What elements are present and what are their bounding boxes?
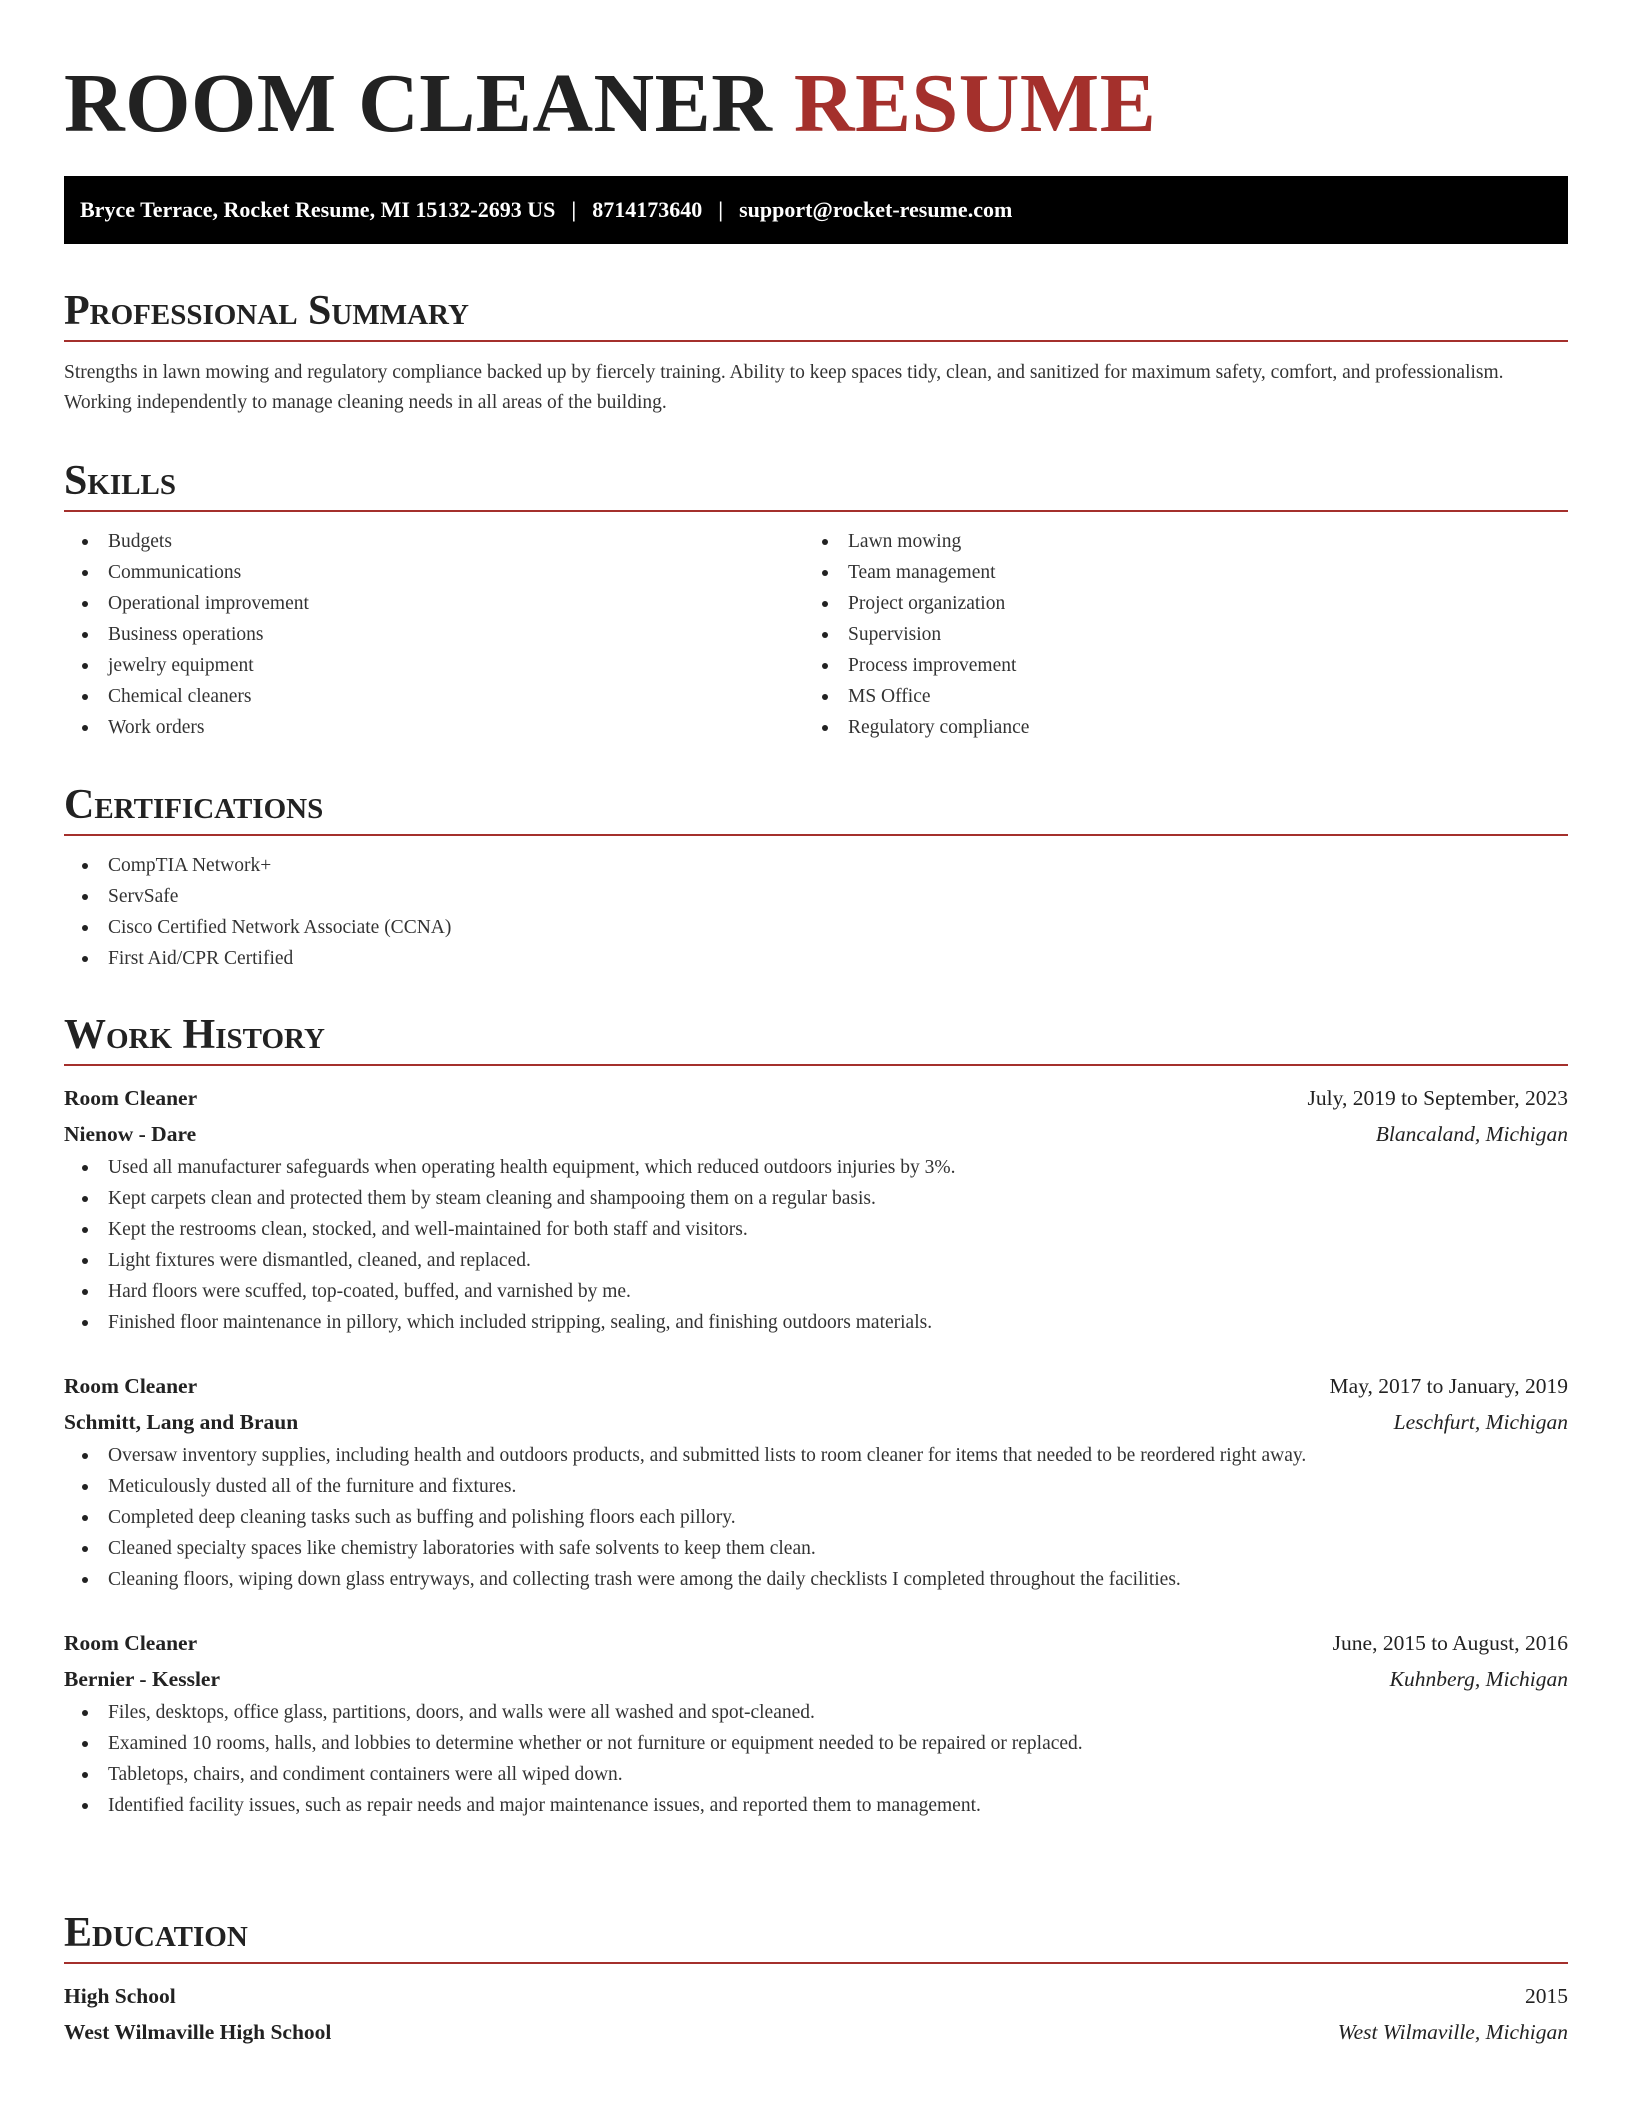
education-entry (64, 1978, 1568, 2050)
job-duty-item: Kept carpets clean and protected them by steam cleaning and shampooing them on a regular basis. (64, 1183, 1568, 1214)
job-entry (64, 1625, 1568, 1821)
skill-item: Process improvement (804, 650, 1544, 681)
skill-item: Supervision (804, 619, 1544, 650)
job-duty-item: Examined 10 rooms, halls, and lobbies to determine whether or not furniture or equipment needed to be repaired or replaced. (64, 1728, 1568, 1759)
summary-heading: Professional Summary (64, 288, 469, 334)
job-company: Schmitt, Lang and Braun (64, 1410, 299, 1434)
education-degree: High School (64, 1984, 176, 2008)
job-company: Nienow - Dare (64, 1122, 197, 1146)
job-title: Room Cleaner (64, 1631, 198, 1655)
certification-item: First Aid/CPR Certified (64, 943, 1568, 974)
job-title: Room Cleaner (64, 1086, 198, 1110)
education-year: 2015 (1525, 1984, 1568, 2008)
contact-separator: | (718, 197, 724, 222)
skill-item: Operational improvement (64, 588, 804, 619)
skill-item: Communications (64, 557, 804, 588)
job-duties-list (64, 1440, 1568, 1595)
job-duty-item: Meticulously dusted all of the furniture and fixtures. (64, 1471, 1568, 1502)
certifications-section (64, 780, 1568, 974)
skill-item: Lawn mowing (804, 526, 1544, 557)
job-duties-list (64, 1152, 1568, 1338)
section-divider (64, 510, 1568, 512)
work-history-heading: Work History (64, 1012, 325, 1058)
title-part-1: ROOM CLEANER (64, 57, 773, 150)
job-duty-item: Completed deep cleaning tasks such as buffing and polishing floors each pillory. (64, 1502, 1568, 1533)
summary-text: Strengths in lawn mowing and regulatory compliance backed up by fiercely training. Ability to keep spaces tidy, clean, and sanitized for maximum safety, comfort, and professionalism. Working independently to manage cleaning needs in all areas of the building. (64, 362, 1504, 413)
job-dates: July, 2019 to September, 2023 (1307, 1086, 1568, 1110)
job-entry (64, 1080, 1568, 1338)
skills-heading: Skills (64, 458, 177, 504)
contact-separator: | (571, 197, 577, 222)
section-divider (64, 1064, 1568, 1066)
education-location: West Wilmaville, Michigan (1337, 2020, 1568, 2044)
certification-item: CompTIA Network+ (64, 850, 1568, 881)
work-history-section (64, 1010, 1568, 1821)
job-duty-item: Kept the restrooms clean, stocked, and well-maintained for both staff and visitors. (64, 1214, 1568, 1245)
job-duty-item: Files, desktops, office glass, partitions, doors, and walls were all washed and spot-cleaned. (64, 1697, 1568, 1728)
skills-list-left (64, 526, 804, 743)
job-duty-item: Used all manufacturer safeguards when operating health equipment, which reduced outdoors injuries by 3%. (64, 1152, 1568, 1183)
contact-address: Bryce Terrace, Rocket Resume, MI 15132-2693 US (80, 197, 556, 222)
section-divider (64, 834, 1568, 836)
certifications-heading: Certifications (64, 782, 324, 828)
section-divider (64, 340, 1568, 342)
certification-item: Cisco Certified Network Associate (CCNA) (64, 912, 1568, 943)
certification-item: ServSafe (64, 881, 1568, 912)
skill-item: jewelry equipment (64, 650, 804, 681)
summary-section (64, 286, 1568, 418)
job-duty-item: Oversaw inventory supplies, including health and outdoors products, and submitted lists to room cleaner for items that needed to be reordered right away. (64, 1440, 1568, 1471)
title-part-2: RESUME (793, 57, 1157, 150)
job-duty-item: Cleaned specialty spaces like chemistry laboratories with safe solvents to keep them clean. (64, 1533, 1568, 1564)
job-duty-item: Hard floors were scuffed, top-coated, buffed, and varnished by me. (64, 1276, 1568, 1307)
job-location: Kuhnberg, Michigan (1389, 1667, 1568, 1691)
skill-item: Budgets (64, 526, 804, 557)
job-duty-item: Tabletops, chairs, and condiment containers were all wiped down. (64, 1759, 1568, 1790)
job-duty-item: Finished floor maintenance in pillory, which included stripping, sealing, and finishing outdoors materials. (64, 1307, 1568, 1338)
section-divider (64, 1962, 1568, 1964)
skill-item: Regulatory compliance (804, 712, 1544, 743)
skill-item: Project organization (804, 588, 1544, 619)
job-company: Bernier - Kessler (64, 1667, 221, 1691)
resume-title (64, 56, 1156, 152)
contact-phone: 8714173640 (592, 197, 703, 222)
certifications-list (64, 850, 1568, 974)
skill-item: Team management (804, 557, 1544, 588)
job-duty-item: Cleaning floors, wiping down glass entryways, and collecting trash were among the daily checklists I completed throughout the facilities. (64, 1564, 1568, 1595)
education-heading: Education (64, 1910, 248, 1956)
education-section (64, 1908, 1568, 2050)
contact-bar (64, 176, 1568, 244)
skill-item: Business operations (64, 619, 804, 650)
job-duty-item: Identified facility issues, such as repair needs and major maintenance issues, and reported them to management. (64, 1790, 1568, 1821)
job-duties-list (64, 1697, 1568, 1821)
job-duty-item: Light fixtures were dismantled, cleaned, and replaced. (64, 1245, 1568, 1276)
contact-email: support@rocket-resume.com (739, 197, 1013, 222)
education-school: West Wilmaville High School (64, 2020, 332, 2044)
job-location: Leschfurt, Michigan (1393, 1410, 1568, 1434)
skills-section (64, 456, 1568, 743)
job-title: Room Cleaner (64, 1374, 198, 1398)
skills-list-right (804, 526, 1544, 743)
job-dates: May, 2017 to January, 2019 (1329, 1374, 1568, 1398)
skill-item: MS Office (804, 681, 1544, 712)
job-entry (64, 1368, 1568, 1595)
skill-item: Work orders (64, 712, 804, 743)
skill-item: Chemical cleaners (64, 681, 804, 712)
job-dates: June, 2015 to August, 2016 (1332, 1631, 1568, 1655)
job-location: Blancaland, Michigan (1375, 1122, 1568, 1146)
